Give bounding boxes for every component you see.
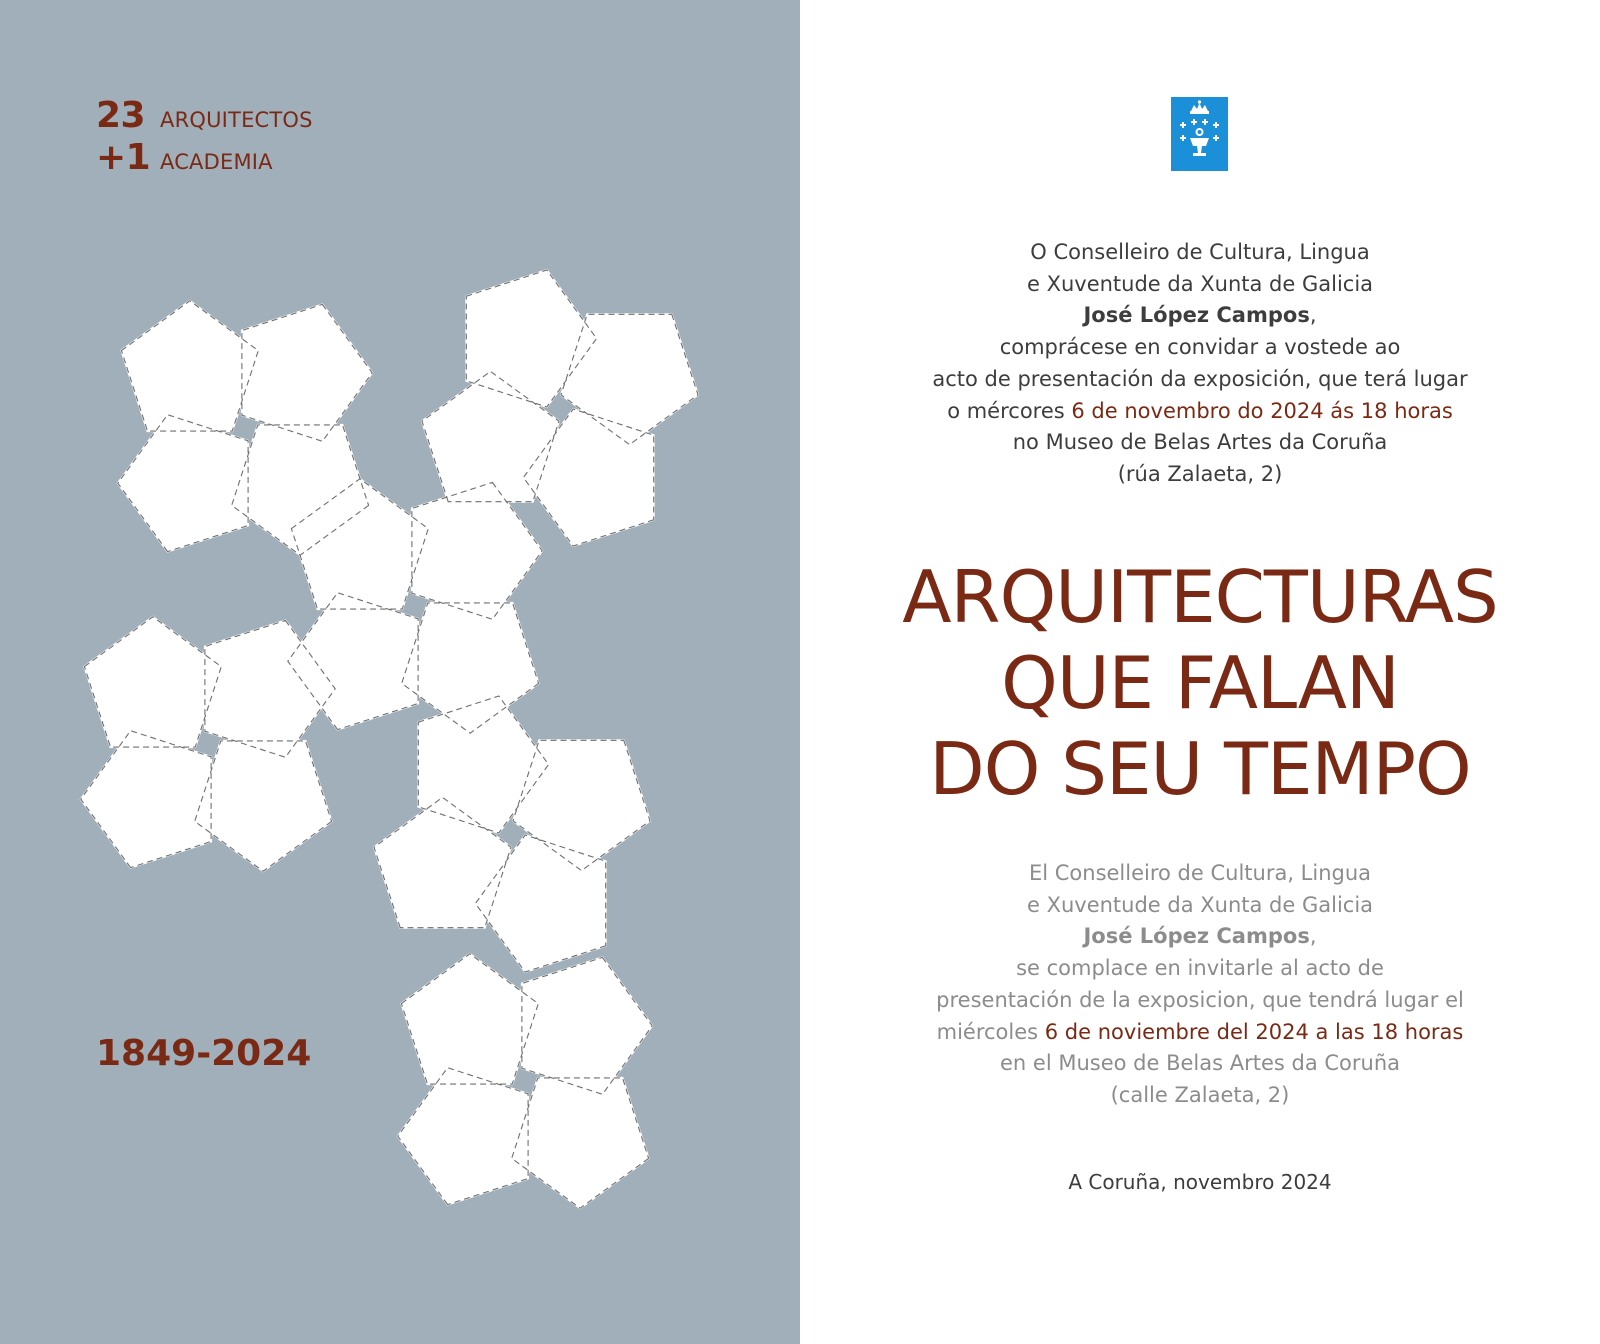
es-line-4: se complace en invitarle al acto de (1016, 956, 1384, 981)
net-face-15 (81, 731, 211, 868)
place-and-date: A Coruña, novembro 2024 (1068, 1170, 1332, 1194)
net-face-1 (242, 304, 372, 441)
invitation-text-galician (880, 237, 1520, 491)
gl-line-5: acto de presentación da exposición, que terá lugar (932, 366, 1468, 391)
net-face-24 (401, 954, 538, 1084)
title-line-1: ARQUITECTURAS (902, 555, 1498, 639)
count-academy: +1 (96, 137, 151, 178)
gl-line-8: (rúa Zalaeta, 2) (1117, 461, 1283, 486)
es-host-name: José López Campos (1083, 924, 1310, 949)
xunta-crest-icon (1171, 97, 1228, 171)
net-face-23 (398, 1068, 528, 1205)
es-line-7: en el Museo de Belas Artes da Coruña (1000, 1051, 1400, 1076)
es-line-8: (calle Zalaeta, 2) (1110, 1082, 1290, 1107)
es-line-6 (880, 1017, 1520, 1049)
gl-name-comma: , (1309, 303, 1317, 328)
gl-line-3 (880, 300, 1520, 332)
net-face-21 (522, 957, 652, 1094)
es-line-3 (880, 921, 1520, 953)
es-event-date: 6 de noviembre del 2024 a las 18 horas (1044, 1019, 1464, 1044)
es-day-prefix: miércoles (936, 1019, 1045, 1044)
exhibition-title (820, 554, 1580, 812)
label-academy: ACADEMIA (160, 150, 273, 174)
gl-day-prefix: o mércores (947, 398, 1072, 423)
net-face-4 (121, 301, 258, 431)
es-line-2: e Xuventude da Xunta de Galicia (1026, 892, 1374, 917)
gl-line-6 (880, 396, 1520, 428)
net-face-3 (118, 415, 248, 552)
gl-line-1: O Conselleiro de Cultura, Lingua (1030, 240, 1370, 264)
count-architects: 23 (96, 95, 146, 136)
title-line-2: QUE FALAN (1001, 641, 1399, 725)
label-architects: ARQUITECTOS (160, 108, 313, 132)
es-line-1: El Conselleiro de Cultura, Lingua (1028, 861, 1372, 885)
gl-line-2: e Xuventude da Xunta de Galicia (1026, 271, 1374, 296)
gl-line-4: comprácese en convidar a vostede ao (999, 335, 1401, 360)
es-name-comma: , (1309, 924, 1317, 949)
gl-line-7: no Museo de Belas Artes da Coruña (1012, 430, 1388, 455)
net-face-16 (84, 617, 221, 747)
es-line-5: presentación de la exposicion, que tendrá lugar el (936, 987, 1464, 1012)
title-line-3: DO SEU TEMPO (929, 727, 1471, 811)
net-face-9 (412, 482, 542, 619)
invitation-text-spanish (880, 858, 1520, 1112)
gl-host-name: José López Campos (1083, 303, 1310, 328)
net-face-22 (512, 1078, 649, 1208)
gl-event-date: 6 de novembro do 2024 ás 18 horas (1071, 398, 1453, 423)
net-face-14 (195, 741, 332, 871)
cover-years: 1849-2024 (96, 1033, 312, 1074)
